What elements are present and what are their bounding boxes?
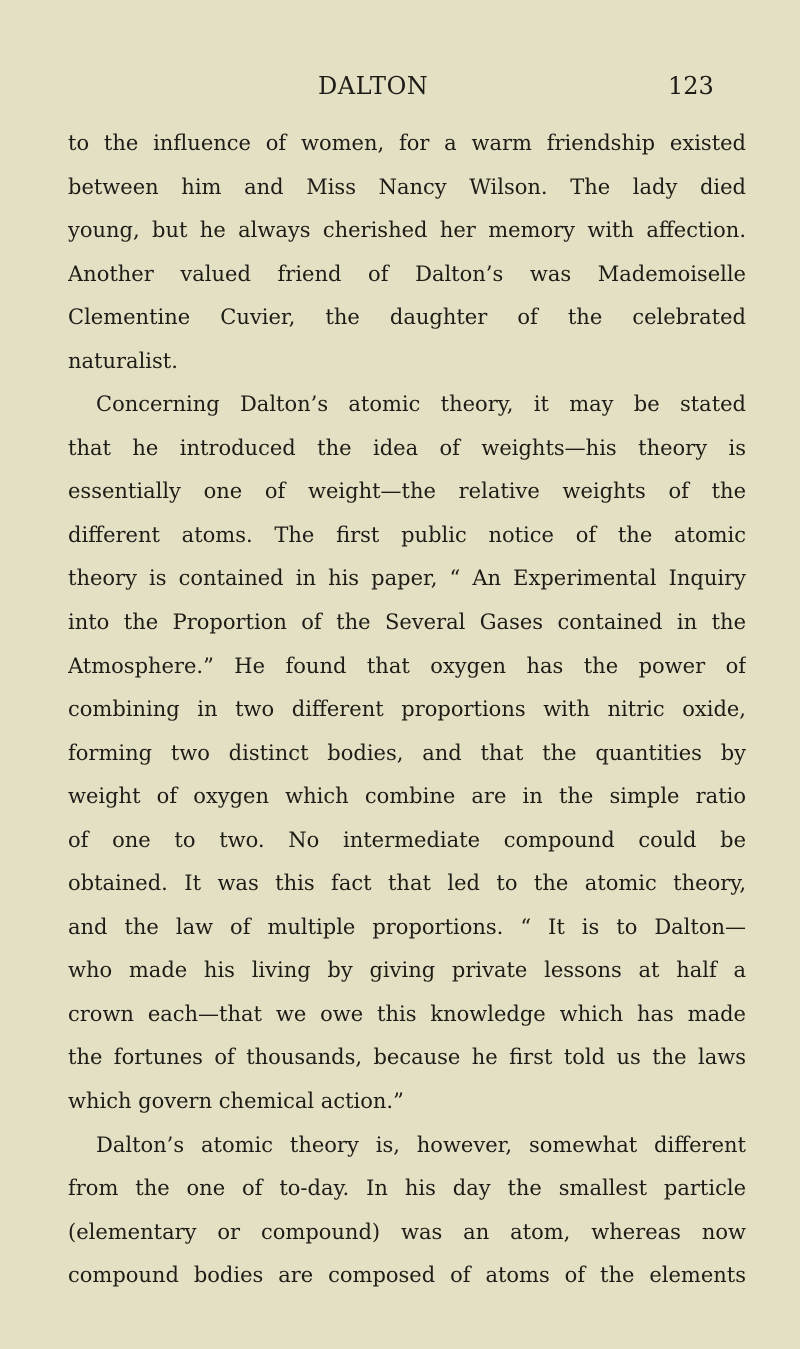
text-line: forming two distinct bodies, and that the quantities by	[68, 740, 746, 765]
text-line: Another valued friend of Dalton’s was Mademoiselle	[68, 261, 746, 286]
running-title: DALTON	[318, 72, 429, 100]
text-line: Concerning Dalton’s atomic theory, it may be stated	[96, 392, 746, 417]
text-line: and the law of multiple proportions. “ It is to Dalton—	[68, 914, 746, 939]
text-line: to the influence of women, for a warm friendship existed	[68, 131, 746, 155]
text-line: Dalton’s atomic theory is, however, somewhat different	[96, 1132, 746, 1157]
text-line: theory is contained in his paper, “ An Experimental Inquiry	[68, 566, 746, 591]
text-line: crown each—that we owe this knowledge which has made	[68, 1001, 746, 1026]
text-line: combining in two different proportions with nitric oxide,	[68, 697, 746, 722]
text-line: Atmosphere.” He found that oxygen has the power of	[68, 653, 746, 678]
text-line: into the Proportion of the Several Gases contained in the	[68, 610, 746, 635]
text-line: naturalist.	[68, 348, 178, 373]
text-line: essentially one of weight—the relative weights of the	[68, 479, 746, 504]
text-line: of one to two. No intermediate compound could be	[68, 827, 746, 852]
text-line: young, but he always cherished her memory with affection.	[68, 218, 746, 243]
text-line: compound bodies are composed of atoms of the elements	[68, 1263, 746, 1288]
text-line: weight of oxygen which combine are in the simple ratio	[68, 784, 746, 809]
text-line: which govern chemical action.”	[68, 1089, 404, 1114]
body-text	[68, 122, 746, 1298]
text-line: who made his living by giving private lessons at half a	[68, 958, 746, 983]
text-line: the fortunes of thousands, because he first told us the laws	[68, 1045, 746, 1070]
text-line: Clementine Cuvier, the daughter of the celebrated	[68, 305, 746, 330]
running-head	[0, 66, 800, 106]
text-line: (elementary or compound) was an atom, whereas now	[68, 1219, 746, 1244]
text-line: that he introduced the idea of weights—his theory is	[68, 435, 746, 460]
text-line: from the one of to-day. In his day the smallest particle	[68, 1176, 746, 1201]
page-number: 123	[668, 72, 714, 100]
text-line: obtained. It was this fact that led to the atomic theory,	[68, 871, 746, 896]
text-line: different atoms. The first public notice of the atomic	[68, 522, 746, 547]
text-line: between him and Miss Nancy Wilson. The lady died	[68, 174, 746, 199]
